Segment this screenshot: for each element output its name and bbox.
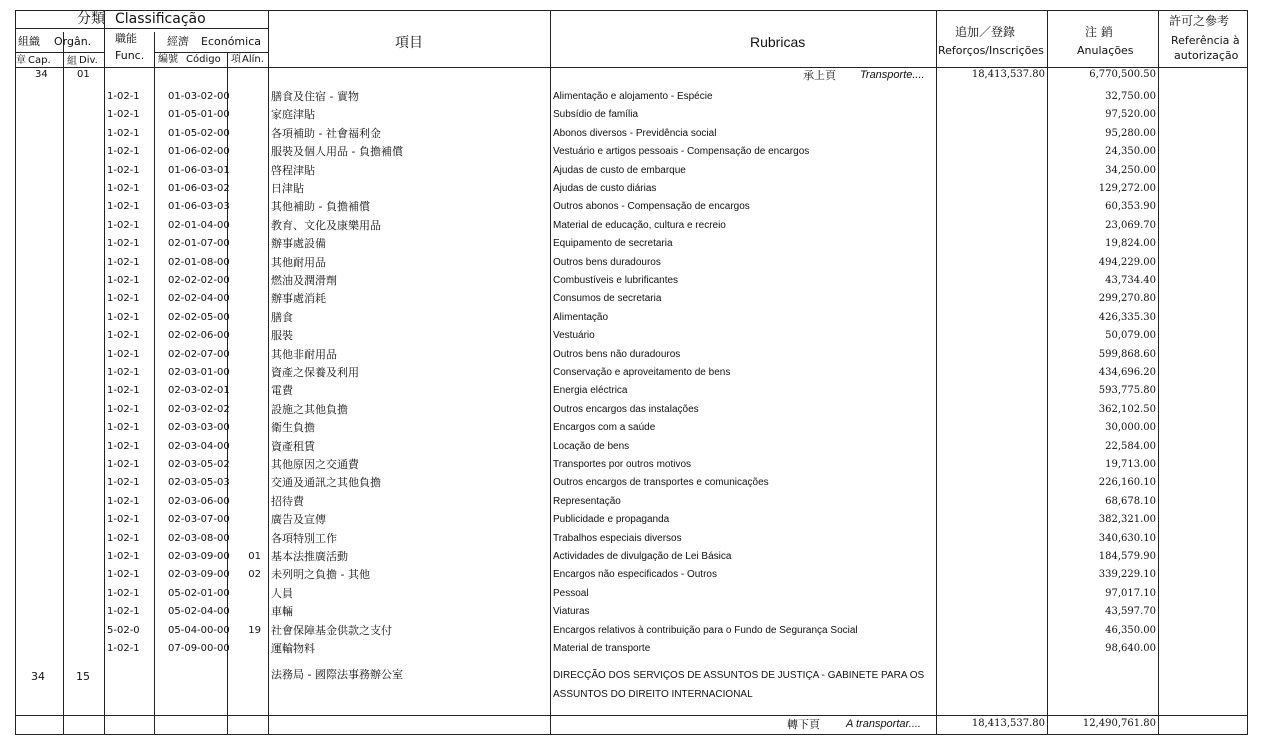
transport-in-reforcos: 18,413,537.80 xyxy=(971,69,1045,80)
table-row xyxy=(15,420,1248,438)
cap-pt: Cap. xyxy=(28,55,51,66)
table-row xyxy=(15,163,1248,181)
table-row xyxy=(15,383,1248,401)
func-code: 1-02-1 xyxy=(107,293,140,305)
rubrica-pt: Ajudas de custo de embarque xyxy=(553,164,686,176)
table-row xyxy=(15,549,1248,567)
transport-in-label-zh: 承上頁 xyxy=(803,69,836,82)
rubrica-pt: Energia eléctrica xyxy=(553,385,628,397)
item-name-zh: 電費 xyxy=(271,384,293,398)
alin-pt: Alín. xyxy=(242,54,264,65)
economic-code: 02-03-03-00 xyxy=(168,422,230,434)
anulacao-value: 382,321.00 xyxy=(1098,514,1156,526)
cap-value: 34 xyxy=(35,69,48,80)
items-heading-zh: 項目 xyxy=(395,35,423,51)
item-name-zh: 辦事處消耗 xyxy=(271,292,326,306)
transport-in-label-pt: Transporte.... xyxy=(860,69,925,81)
func-code: 1-02-1 xyxy=(107,587,140,599)
table-row xyxy=(15,475,1248,493)
item-name-zh: 服裝及個人用品 - 負擔補償 xyxy=(271,145,403,159)
ref-pt-1: Referência à xyxy=(1171,34,1240,47)
item-name-zh: 燃油及潤滑劑 xyxy=(271,274,337,287)
div-zh: 組 xyxy=(67,56,77,67)
item-name-zh: 其他耐用品 xyxy=(271,255,326,269)
economic-code: 01-06-03-02 xyxy=(168,183,230,194)
func-code: 1-02-1 xyxy=(107,311,140,323)
anulacao-value: 19,713.00 xyxy=(1105,459,1156,470)
rubrica-pt: Alimentação e alojamento - Espécie xyxy=(553,91,713,102)
economic-code: 02-03-05-02 xyxy=(168,459,230,470)
code-pt: Código xyxy=(186,54,221,65)
func-code: 1-02-1 xyxy=(107,183,140,194)
anulacao-value: 60,353.90 xyxy=(1105,201,1156,213)
anulacao-value: 43,597.70 xyxy=(1105,606,1156,618)
table-row xyxy=(15,126,1248,144)
item-name-zh: 人員 xyxy=(271,586,293,600)
table-row xyxy=(15,181,1248,199)
item-name-zh: 設施之其他負擔 xyxy=(271,402,348,416)
rubrica-pt: Outros bens duradouros xyxy=(553,256,661,268)
item-name-zh: 其他補助 - 負擔補償 xyxy=(271,200,370,214)
item-name-zh: 資產租賃 xyxy=(271,439,315,453)
rubrica-pt: Actividades de divulgação de Lei Básica xyxy=(553,551,732,562)
rubrica-pt: Subsídio de família xyxy=(553,109,639,121)
rubrica-pt: Consumos de secretaria xyxy=(553,293,662,305)
anulacao-value: 34,250.00 xyxy=(1105,164,1156,176)
table-row xyxy=(15,347,1248,365)
reforcos-zh: 追加／登錄 xyxy=(955,25,1016,39)
section-row xyxy=(15,667,1248,707)
economic-code: 02-03-07-00 xyxy=(168,514,230,526)
transport-in-row xyxy=(15,68,1248,86)
rubrica-pt: Representação xyxy=(553,495,621,507)
economic-code: 05-02-04-00 xyxy=(168,606,230,618)
alinea: 02 xyxy=(248,569,261,581)
div-pt: Div. xyxy=(79,55,98,66)
rubrica-pt: Ajudas de custo diárias xyxy=(553,183,657,194)
ref-zh: 許可之參考 xyxy=(1169,14,1230,28)
table-row xyxy=(15,255,1248,273)
table-row xyxy=(15,531,1248,549)
anulacao-value: 434,696.20 xyxy=(1098,367,1156,378)
economic-zh: 經濟 xyxy=(167,35,189,48)
economic-code: 02-01-07-00 xyxy=(168,238,230,250)
table-row xyxy=(15,107,1248,125)
anulacao-value: 32,750.00 xyxy=(1105,91,1156,102)
item-name-zh: 辦事處設備 xyxy=(271,237,326,251)
rubrica-pt: Material de educação, cultura e recreio xyxy=(553,219,726,231)
anulacao-value: 97,520.00 xyxy=(1105,109,1156,121)
item-name-zh: 未列明之負擔 - 其他 xyxy=(271,568,370,582)
anulacao-value: 593,775.80 xyxy=(1098,385,1156,397)
rubrica-pt: Pessoal xyxy=(553,587,589,599)
item-name-zh: 基本法推廣活動 xyxy=(271,550,348,563)
item-name-zh: 教育、文化及康樂用品 xyxy=(271,218,381,232)
item-name-zh: 家庭津貼 xyxy=(271,108,315,122)
economic-code: 01-05-01-00 xyxy=(168,109,230,121)
economic-code: 02-03-02-01 xyxy=(168,385,230,397)
anulacao-value: 46,350.00 xyxy=(1105,624,1156,636)
func-code: 5-02-0 xyxy=(107,624,140,636)
rubrica-pt: Combustíveis e lubrificantes xyxy=(553,275,679,286)
rubrica-pt: Vestuário e artigos pessoais - Compensação de encargos xyxy=(553,146,810,158)
func-code: 1-02-1 xyxy=(107,238,140,250)
economic-code: 02-03-05-03 xyxy=(168,477,230,489)
economic-code: 01-06-03-01 xyxy=(168,164,230,176)
classification-zh: 分類 xyxy=(77,11,105,27)
cap-zh: 章 xyxy=(16,55,26,66)
table-row xyxy=(15,623,1248,641)
func-code: 1-02-1 xyxy=(107,367,140,378)
table-row xyxy=(15,89,1248,107)
anulacao-value: 362,102.50 xyxy=(1098,403,1156,415)
economic-code: 01-06-02-00 xyxy=(168,146,230,158)
anulacao-value: 95,280.00 xyxy=(1105,127,1156,139)
func-code: 1-02-1 xyxy=(107,91,140,102)
item-name-zh: 運輸物料 xyxy=(271,642,315,655)
div-value: 01 xyxy=(77,69,90,80)
economic-code: 01-03-02-00 xyxy=(168,91,230,102)
func-code: 1-02-1 xyxy=(107,477,140,489)
section-title-pt-2: ASSUNTOS DO DIREITO INTERNACIONAL xyxy=(553,689,753,700)
table-row xyxy=(15,402,1248,420)
transport-out-row xyxy=(15,716,1248,734)
economic-code: 02-01-04-00 xyxy=(168,219,230,231)
rubrica-pt: Viaturas xyxy=(553,606,590,618)
economic-code: 01-06-03-03 xyxy=(168,201,230,213)
anulacao-value: 23,069.70 xyxy=(1105,219,1156,231)
item-name-zh: 日津貼 xyxy=(271,182,304,195)
func-code: 1-02-1 xyxy=(107,127,140,139)
classification-pt: Classificação xyxy=(115,11,206,27)
item-name-zh: 其他非耐用品 xyxy=(271,347,337,361)
anulacoes-zh: 注 銷 xyxy=(1085,25,1113,39)
rubrica-pt: Encargos com a saúde xyxy=(553,422,656,434)
border-bottom xyxy=(15,734,1248,735)
rubrica-pt: Conservação e aproveitamento de bens xyxy=(553,367,731,378)
table-row xyxy=(15,291,1248,309)
item-name-zh: 衛生負擔 xyxy=(271,421,315,435)
rubricas-heading: Rubricas xyxy=(750,34,806,50)
func-code: 1-02-1 xyxy=(107,201,140,213)
anulacoes-pt: Anulações xyxy=(1077,44,1134,57)
transport-out-anulacoes: 12,490,761.80 xyxy=(1082,718,1156,729)
anulacao-value: 30,000.00 xyxy=(1105,422,1156,434)
table-row xyxy=(15,199,1248,217)
economic-code: 02-01-08-00 xyxy=(168,256,230,268)
func-code: 1-02-1 xyxy=(107,514,140,526)
anulacao-value: 599,868.60 xyxy=(1098,348,1156,360)
transport-in-anulacoes: 6,770,500.50 xyxy=(1089,69,1156,80)
item-name-zh: 膳食 xyxy=(271,310,293,324)
rubrica-pt: Abonos diversos - Previdência social xyxy=(553,127,717,139)
anulacao-value: 22,584.00 xyxy=(1105,440,1156,452)
economic-code: 02-03-08-00 xyxy=(168,532,230,544)
anulacao-value: 184,579.90 xyxy=(1098,551,1156,562)
budget-table xyxy=(15,10,1248,735)
anulacao-value: 43,734.40 xyxy=(1105,275,1156,286)
economic-code: 02-02-07-00 xyxy=(168,348,230,360)
rubrica-pt: Publicidade e propaganda xyxy=(553,514,670,526)
table-row xyxy=(15,586,1248,604)
func-code: 1-02-1 xyxy=(107,219,140,231)
rubrica-pt: Outros encargos das instalações xyxy=(553,403,699,415)
item-name-zh: 交通及通訊之其他負擔 xyxy=(271,476,381,490)
anulacao-value: 299,270.80 xyxy=(1098,293,1156,305)
economic-code: 02-03-09-00 xyxy=(168,569,230,581)
table-row xyxy=(15,273,1248,291)
anulacao-value: 19,824.00 xyxy=(1105,238,1156,250)
economic-code: 02-02-02-00 xyxy=(168,275,230,286)
func-code: 1-02-1 xyxy=(107,256,140,268)
table-row xyxy=(15,310,1248,328)
table-row xyxy=(15,457,1248,475)
table-row xyxy=(15,512,1248,530)
anulacao-value: 339,229.10 xyxy=(1098,569,1156,581)
transport-out-reforcos: 18,413,537.80 xyxy=(971,718,1045,729)
func-code: 1-02-1 xyxy=(107,569,140,581)
anulacao-value: 340,630.10 xyxy=(1098,532,1156,544)
item-name-zh: 膳食及住宿 - 實物 xyxy=(271,90,359,103)
rubrica-pt: Encargos relativos à contribuição para o Fundo de Segurança Social xyxy=(553,624,858,636)
rubrica-pt: Material de transporte xyxy=(553,643,651,654)
anulacao-value: 24,350.00 xyxy=(1105,146,1156,158)
item-name-zh: 社會保障基金供款之支付 xyxy=(271,623,392,637)
func-code: 1-02-1 xyxy=(107,422,140,434)
item-name-zh: 各項補助 - 社會福利金 xyxy=(271,126,381,140)
alinea: 01 xyxy=(248,551,261,562)
alinea: 19 xyxy=(248,624,261,636)
anulacao-value: 50,079.00 xyxy=(1105,330,1156,342)
table-row xyxy=(15,567,1248,585)
economic-code: 02-03-02-02 xyxy=(168,403,230,415)
item-name-zh: 各項特別工作 xyxy=(271,531,337,545)
func-code: 1-02-1 xyxy=(107,109,140,121)
economic-code: 01-05-02-00 xyxy=(168,127,230,139)
organic-zh: 組織 xyxy=(18,35,40,48)
rubrica-pt: Outros abonos - Compensação de encargos xyxy=(553,201,750,213)
economic-code: 05-04-00-00 xyxy=(168,624,230,636)
func-code: 1-02-1 xyxy=(107,440,140,452)
table-row xyxy=(15,604,1248,622)
item-name-zh: 招待費 xyxy=(271,494,304,508)
func-code: 1-02-1 xyxy=(107,459,140,470)
func-code: 1-02-1 xyxy=(107,643,140,654)
item-name-zh: 服裝 xyxy=(271,329,293,343)
functional-pt: Func. xyxy=(115,49,145,62)
transport-out-label-zh: 轉下頁 xyxy=(787,718,820,731)
economic-pt: Económica xyxy=(201,35,261,48)
item-name-zh: 其他原因之交通費 xyxy=(271,458,359,471)
section-title-pt-1: DIRECÇÃO DOS SERVIÇOS DE ASSUNTOS DE JUSTIÇA - GABINETE PARA OS xyxy=(553,670,925,681)
rubrica-pt: Equipamento de secretaria xyxy=(553,238,673,250)
economic-code: 05-02-01-00 xyxy=(168,587,230,599)
rubrica-pt: Transportes por outros motivos xyxy=(553,459,692,470)
rubrica-pt: Vestuário xyxy=(553,330,595,342)
section-title-zh: 法務局 - 國際法事務辦公室 xyxy=(271,668,403,681)
table-row xyxy=(15,439,1248,457)
rubrica-pt: Alimentação xyxy=(553,311,609,323)
table-row xyxy=(15,236,1248,254)
anulacao-value: 226,160.10 xyxy=(1098,477,1156,489)
table-row xyxy=(15,494,1248,512)
func-code: 1-02-1 xyxy=(107,275,140,286)
rule xyxy=(154,52,268,53)
economic-code: 02-03-06-00 xyxy=(168,495,230,507)
rubrica-pt: Trabalhos especiais diversos xyxy=(553,532,682,544)
anulacao-value: 129,272.00 xyxy=(1098,183,1156,194)
organic-pt: Orgân. xyxy=(54,35,92,48)
rubrica-pt: Outros bens não duradouros xyxy=(553,348,681,360)
section-cap: 34 xyxy=(31,670,45,683)
table-row xyxy=(15,641,1248,659)
rubrica-pt: Locação de bens xyxy=(553,440,630,452)
func-code: 1-02-1 xyxy=(107,403,140,415)
func-code: 1-02-1 xyxy=(107,330,140,342)
func-code: 1-02-1 xyxy=(107,348,140,360)
item-name-zh: 資產之保養及利用 xyxy=(271,366,359,379)
rule xyxy=(15,52,104,53)
anulacao-value: 494,229.00 xyxy=(1098,256,1156,268)
code-zh: 編號 xyxy=(158,54,178,65)
economic-code: 02-03-04-00 xyxy=(168,440,230,452)
anulacao-value: 68,678.10 xyxy=(1105,495,1156,507)
func-code: 1-02-1 xyxy=(107,606,140,618)
alin-zh: 項 xyxy=(231,54,241,65)
economic-code: 02-03-01-00 xyxy=(168,367,230,378)
economic-code: 02-02-06-00 xyxy=(168,330,230,342)
ref-pt-2: autorização xyxy=(1174,49,1239,62)
reforcos-pt: Reforços/Inscrições xyxy=(938,44,1044,57)
item-name-zh: 車輛 xyxy=(271,605,293,619)
item-name-zh: 廣告及宣傳 xyxy=(271,513,326,527)
func-code: 1-02-1 xyxy=(107,385,140,397)
functional-zh: 職能 xyxy=(115,32,137,45)
anulacao-value: 426,335.30 xyxy=(1098,311,1156,323)
func-code: 1-02-1 xyxy=(107,495,140,507)
item-name-zh: 啓程津貼 xyxy=(271,163,315,177)
anulacao-value: 97,017.10 xyxy=(1105,587,1156,599)
func-code: 1-02-1 xyxy=(107,146,140,158)
economic-code: 02-03-09-00 xyxy=(168,551,230,562)
economic-code: 07-09-00-00 xyxy=(168,643,230,654)
table-row xyxy=(15,365,1248,383)
economic-code: 02-02-05-00 xyxy=(168,311,230,323)
rubrica-pt: Encargos não especificados - Outros xyxy=(553,569,717,581)
table-row xyxy=(15,218,1248,236)
section-div: 15 xyxy=(76,670,90,683)
table-row xyxy=(15,328,1248,346)
economic-code: 02-02-04-00 xyxy=(168,293,230,305)
rubrica-pt: Outros encargos de transportes e comunicações xyxy=(553,477,769,489)
table-row xyxy=(15,144,1248,162)
transport-out-label-pt: A transportar.... xyxy=(846,718,921,730)
rule xyxy=(15,28,268,29)
func-code: 1-02-1 xyxy=(107,164,140,176)
func-code: 1-02-1 xyxy=(107,532,140,544)
anulacao-value: 98,640.00 xyxy=(1105,643,1156,654)
func-code: 1-02-1 xyxy=(107,551,140,562)
